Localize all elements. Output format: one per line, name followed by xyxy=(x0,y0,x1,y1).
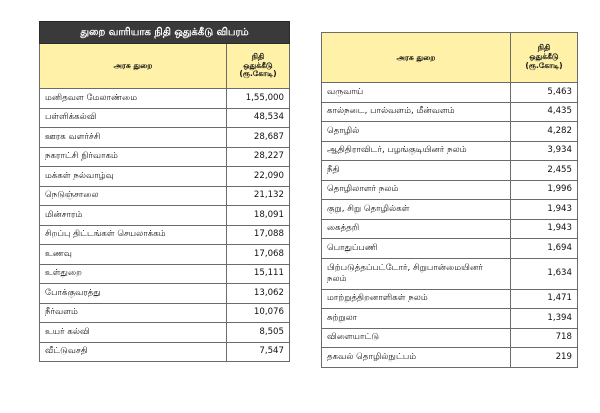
department-name: வீட்டுவசதி xyxy=(40,342,227,362)
department-name: மக்கள் நல்வாழ்வு xyxy=(40,167,227,187)
department-name: ஊரக வளர்ச்சி xyxy=(40,128,227,148)
table-row xyxy=(322,161,578,181)
department-name: நகராட்சி நிர்வாகம் xyxy=(40,147,227,167)
table-row xyxy=(40,167,290,187)
left-allocation-table xyxy=(39,21,290,362)
table-row xyxy=(40,147,290,167)
allocation-amount: 10,076 xyxy=(227,303,290,323)
allocation-amount: 28,227 xyxy=(227,147,290,167)
table-row xyxy=(322,83,578,103)
table-row xyxy=(40,186,290,206)
allocation-amount: 1,471 xyxy=(511,289,578,309)
table-row xyxy=(40,323,290,343)
allocation-amount: 22,090 xyxy=(227,167,290,187)
table-row xyxy=(40,128,290,148)
allocation-amount: 15,111 xyxy=(227,264,290,284)
table-row xyxy=(40,264,290,284)
table-row xyxy=(322,122,578,142)
department-name: மாற்றுத்திறனாளிகள் நலம் xyxy=(322,289,511,309)
allocation-amount: 718 xyxy=(511,328,578,348)
table-title: துறை வாரியாக நிதி ஒதுக்கீடு விபரம் xyxy=(40,22,290,44)
amount-header-line: நிதி xyxy=(251,51,265,61)
amount-header-line: ஒதுக்கீடு xyxy=(243,60,273,70)
department-name: குறு, சிறு தொழில்கள் xyxy=(322,200,511,220)
table-row xyxy=(322,219,578,239)
table-row xyxy=(322,348,578,368)
allocation-amount: 1,943 xyxy=(511,219,578,239)
amount-header-line: (ரூ.கோடி) xyxy=(239,69,277,79)
allocation-amount: 17,088 xyxy=(227,225,290,245)
department-name: மின்சாரம் xyxy=(40,206,227,226)
department-name: நீர்வளம் xyxy=(40,303,227,323)
department-name: தொழில் xyxy=(322,122,511,142)
table-header-row xyxy=(40,44,290,89)
allocation-amount: 1,55,000 xyxy=(227,89,290,109)
table-row xyxy=(40,108,290,128)
department-name: மனிதவள மேலாண்மை xyxy=(40,89,227,109)
department-name: நெடுஞ்சாலை xyxy=(40,186,227,206)
allocation-amount: 2,455 xyxy=(511,161,578,181)
table-row xyxy=(322,102,578,122)
allocation-amount: 48,534 xyxy=(227,108,290,128)
allocation-amount: 7,547 xyxy=(227,342,290,362)
allocation-amount: 219 xyxy=(511,348,578,368)
allocation-amount: 1,943 xyxy=(511,200,578,220)
department-name: தொழிலாளர் நலம் xyxy=(322,180,511,200)
department-name: சுற்றுலா xyxy=(322,309,511,329)
table-row xyxy=(40,225,290,245)
table-row xyxy=(322,328,578,348)
table-title-row xyxy=(40,22,290,44)
left-table-body xyxy=(40,89,290,362)
department-name: நீதி xyxy=(322,161,511,181)
table-row xyxy=(322,141,578,161)
table-row xyxy=(322,180,578,200)
column-header-amount xyxy=(227,44,290,89)
department-name: போக்குவரத்து xyxy=(40,284,227,304)
department-name: உணவு xyxy=(40,245,227,265)
allocation-amount: 28,687 xyxy=(227,128,290,148)
department-name: ஆதிதிராவிடர், பழங்குடியினர் நலம் xyxy=(322,141,511,161)
allocation-amount: 5,463 xyxy=(511,83,578,103)
right-allocation-table xyxy=(321,32,578,368)
allocation-amount: 18,091 xyxy=(227,206,290,226)
allocation-amount: 1,996 xyxy=(511,180,578,200)
table-row xyxy=(40,245,290,265)
department-name: தகவல் தொழில்நுட்பம் xyxy=(322,348,511,368)
department-name: உயர் கல்வி xyxy=(40,323,227,343)
department-name: சிறப்பு திட்டங்கள் செயலாக்கம் xyxy=(40,225,227,245)
right-table-body xyxy=(322,83,578,368)
table-header-row xyxy=(322,33,578,83)
column-header-amount xyxy=(511,33,578,83)
table-row xyxy=(40,303,290,323)
table-row xyxy=(322,258,578,289)
table-row xyxy=(322,309,578,329)
allocation-amount: 4,435 xyxy=(511,102,578,122)
department-name: கால்நடை, பால்வளம், மீன்வளம் xyxy=(322,102,511,122)
table-row xyxy=(40,89,290,109)
table-row xyxy=(322,200,578,220)
allocation-amount: 1,634 xyxy=(511,258,578,289)
department-name: பொதுப்பணி xyxy=(322,239,511,259)
amount-header-line: ஒதுக்கீடு xyxy=(529,52,559,62)
table-row xyxy=(40,206,290,226)
table-row xyxy=(40,284,290,304)
department-name: பிற்படுத்தப்பட்டோர், சிறுபான்மையினர் நலம் xyxy=(322,258,511,289)
allocation-amount: 4,282 xyxy=(511,122,578,142)
allocation-amount: 17,068 xyxy=(227,245,290,265)
allocation-amount: 1,394 xyxy=(511,309,578,329)
allocation-amount: 1,694 xyxy=(511,239,578,259)
column-header-department: அரசு துறை xyxy=(322,33,511,83)
department-name: விளையாட்டு xyxy=(322,328,511,348)
department-name: உள்துறை xyxy=(40,264,227,284)
allocation-amount: 13,062 xyxy=(227,284,290,304)
column-header-department: அரசு துறை xyxy=(40,44,227,89)
amount-header-line: (ரூ.கோடி) xyxy=(525,60,563,70)
allocation-amount: 21,132 xyxy=(227,186,290,206)
allocation-amount: 8,505 xyxy=(227,323,290,343)
department-name: வருவாய் xyxy=(322,83,511,103)
allocation-amount: 3,934 xyxy=(511,141,578,161)
table-row xyxy=(40,342,290,362)
table-row xyxy=(322,289,578,309)
department-name: பள்ளிக்கல்வி xyxy=(40,108,227,128)
department-name: கைத்தறி xyxy=(322,219,511,239)
table-row xyxy=(322,239,578,259)
amount-header-line: நிதி xyxy=(537,43,551,53)
